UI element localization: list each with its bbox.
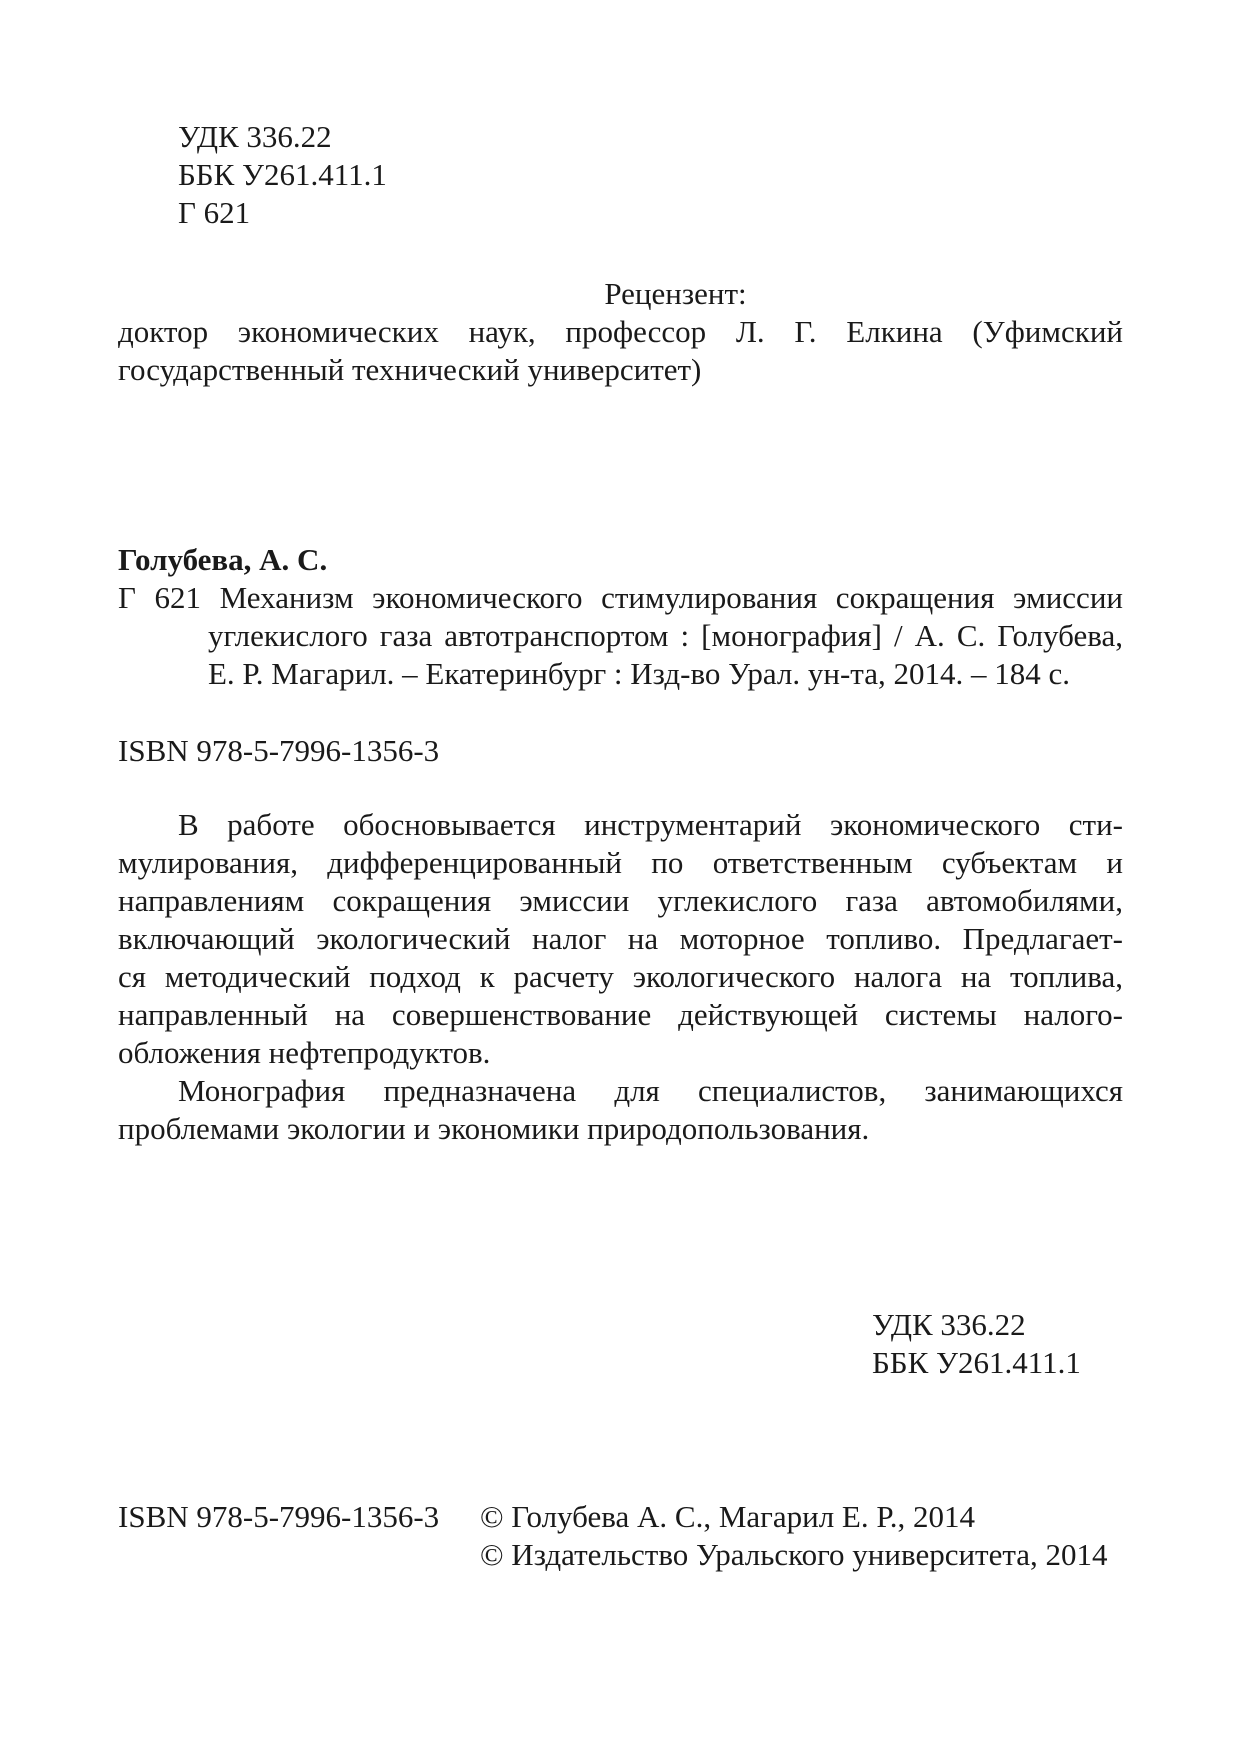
classification-bottom — [872, 1306, 1081, 1382]
reviewer-section — [118, 275, 1123, 389]
annotation-line: проблемами экологии и экономики природопользования. — [118, 1111, 870, 1146]
annotation-line: направленный на совершенствование действующей системы налого- — [118, 997, 1123, 1032]
record-line: Е. Р. Магарил. – Екатеринбург : Изд-во Урал. ун-та, 2014. – 184 с. — [208, 656, 1070, 691]
bibliographic-record — [118, 541, 1123, 693]
annotation-line: включающий экологический налог на моторное топливо. Предлагает- — [118, 921, 1123, 956]
annotation-line: В работе обосновывается инструментарий экономического сти- — [178, 807, 1123, 842]
reviewer-heading: Рецензент: — [604, 276, 747, 311]
record-line: Г 621 Механизм экономического стимулирования сокращения эмиссии — [118, 580, 1123, 615]
annotation — [118, 806, 1123, 1148]
author-mark: Г 621 — [178, 195, 251, 230]
reviewer-line: доктор экономических наук, профессор Л. Г. Елкина (Уфимский — [118, 314, 1123, 349]
copyright-block — [118, 1498, 1108, 1574]
reviewer-line: государственный технический университет) — [118, 352, 702, 387]
bbk-code: ББК У261.411.1 — [178, 157, 387, 192]
isbn-line — [118, 732, 439, 770]
annotation-line: обложения нефтепродуктов. — [118, 1035, 491, 1070]
record-line: углекислого газа автотранспортом : [монография] / А. С. Голубева, — [208, 618, 1123, 653]
annotation-line: ся методический подход к расчету экологического налога на топлива, — [118, 959, 1123, 994]
classification-top — [178, 118, 387, 232]
annotation-line: Монография предназначена для специалистов, занимающихся — [178, 1073, 1123, 1108]
bbk-code: ББК У261.411.1 — [872, 1345, 1081, 1380]
udk-code: УДК 336.22 — [872, 1307, 1026, 1342]
copyright-authors: © Голубева А. С., Магарил Е. Р., 2014 — [480, 1499, 975, 1534]
annotation-line: мулирования, дифференцированный по ответственным субъектам и — [118, 845, 1123, 880]
copyright-publisher: © Издательство Уральского университета, 2014 — [480, 1537, 1108, 1572]
annotation-line: направлениям сокращения эмиссии углекислого газа автомобилями, — [118, 883, 1123, 918]
copyright-isbn: ISBN 978-5-7996-1356-3 — [118, 1499, 440, 1534]
udk-code: УДК 336.22 — [178, 119, 332, 154]
isbn-text: ISBN 978-5-7996-1356-3 — [118, 733, 440, 768]
author-heading: Голубева, А. С. — [118, 542, 328, 577]
copyright-row — [118, 1498, 1108, 1536]
